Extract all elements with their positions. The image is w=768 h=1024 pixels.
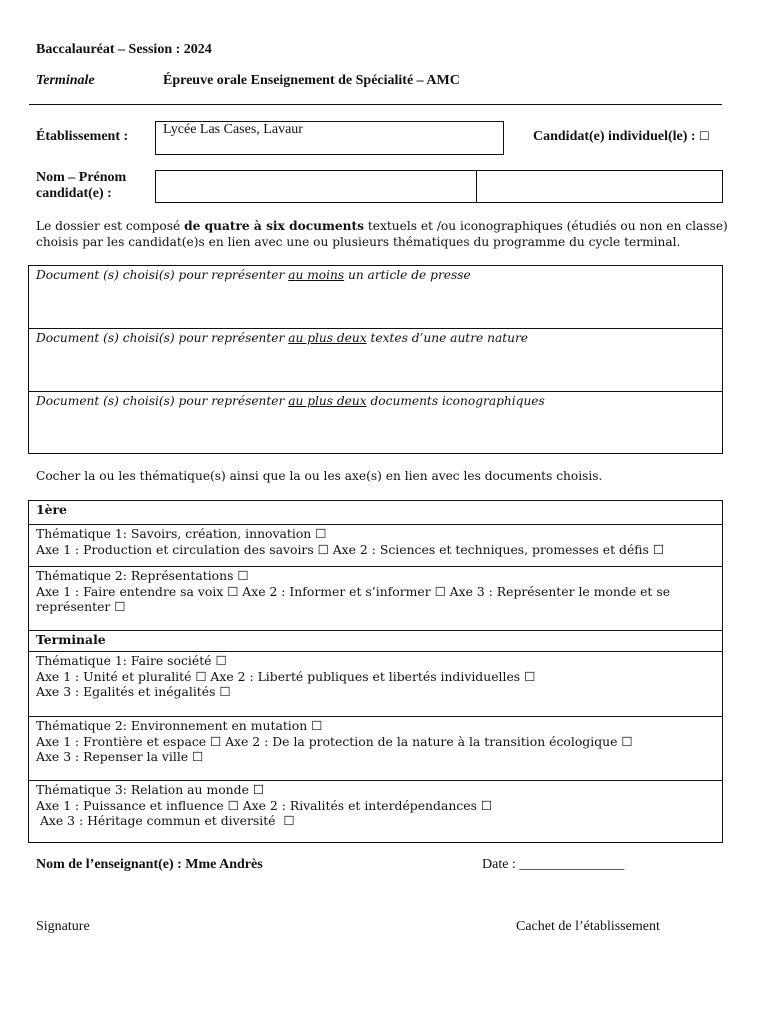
- thematique-title[interactable]: Thématique 1: Savoirs, création, innovation ☐: [36, 526, 327, 541]
- nom-prenom-label: [36, 170, 126, 202]
- terminale-thematique-3[interactable]: [29, 780, 722, 842]
- axes-line[interactable]: Axe 3 : Repenser la ville ☐: [36, 749, 204, 765]
- teacher-name: Nom de l’enseignant(e) : Mme Andrès: [36, 857, 263, 872]
- documents-table: [28, 265, 723, 454]
- session-title: Baccalauréat – Session : 2024: [36, 42, 212, 57]
- date-field[interactable]: Date : _______________: [482, 857, 625, 872]
- premiere-thematique-2[interactable]: [29, 566, 722, 630]
- candidat-individuel-checkbox[interactable]: ☐: [699, 129, 710, 143]
- terminale-thematique-1[interactable]: [29, 651, 722, 716]
- document-suffix: documents iconographiques: [366, 394, 545, 408]
- nom-label-line1: Nom – Prénom: [36, 170, 127, 185]
- etablissement-field[interactable]: Lycée Las Cases, Lavaur: [155, 121, 504, 155]
- document-suffix: un article de presse: [344, 268, 471, 282]
- axes-line[interactable]: Axe 1 : Unité et pluralité ☐ Axe 2 : Liberté publiques et libertés individuelles ☐: [36, 668, 536, 684]
- thematique-title[interactable]: Thématique 3: Relation au monde ☐: [36, 782, 264, 797]
- premiere-header: 1ère: [36, 502, 67, 517]
- document-row-iconographiques[interactable]: [29, 391, 722, 453]
- document-row-presse[interactable]: [29, 266, 722, 329]
- nom-label-line2: candidat(e) :: [36, 186, 112, 201]
- document-emphasis: au plus deux: [288, 394, 367, 408]
- intro-text-1: Le dossier est composé: [36, 219, 185, 233]
- axes-line[interactable]: Axe 1 : Faire entendre sa voix ☐ Axe 2 : Informer et s’informer ☐ Axe 3 : Représenter le monde et se: [36, 583, 671, 599]
- candidat-individuel[interactable]: [533, 129, 710, 145]
- themes-table: [28, 500, 723, 843]
- axes-line[interactable]: Axe 3 : Héritage commun et diversité ☐: [36, 813, 295, 829]
- document-suffix: textes d’une autre nature: [366, 331, 529, 345]
- candidat-individuel-label: Candidat(e) individuel(le) :: [533, 129, 696, 144]
- level-label: Terminale: [36, 73, 95, 88]
- instruction-text: Cocher la ou les thématique(s) ainsi que la ou les axe(s) en lien avec les documents choisis.: [36, 469, 603, 483]
- intro-bold: de quatre à six documents: [184, 219, 364, 233]
- terminale-thematique-2[interactable]: [29, 716, 722, 780]
- nom-field[interactable]: [155, 170, 477, 203]
- thematique-title[interactable]: Thématique 2: Environnement en mutation ☐: [36, 718, 323, 733]
- thematique-title[interactable]: Thématique 2: Représentations ☐: [36, 568, 249, 583]
- document-row-textes[interactable]: [29, 328, 722, 391]
- intro-line-2: choisis par les candidat(e)s en lien avec une ou plusieurs thématiques du programme du cycle terminal.: [36, 235, 681, 249]
- axes-line[interactable]: Axe 3 : Egalités et inégalités ☐: [36, 684, 231, 700]
- exam-title: Épreuve orale Enseignement de Spécialité – AMC: [163, 73, 460, 88]
- terminale-header: Terminale: [29, 630, 722, 651]
- thematique-title[interactable]: Thématique 1: Faire société ☐: [36, 653, 227, 668]
- document-emphasis: au moins: [288, 268, 345, 282]
- document-prefix: Document (s) choisi(s) pour représenter: [36, 394, 289, 408]
- axes-line[interactable]: Axe 1 : Frontière et espace ☐ Axe 2 : De la protection de la nature à la transition écologique ☐: [36, 733, 633, 749]
- cachet-label: Cachet de l’établissement: [516, 919, 660, 934]
- premiere-thematique-1[interactable]: [29, 524, 722, 566]
- prenom-field[interactable]: [476, 170, 723, 203]
- document-prefix: Document (s) choisi(s) pour représenter: [36, 331, 289, 345]
- intro-paragraph: [36, 218, 736, 250]
- axes-line[interactable]: Axe 1 : Production et circulation des savoirs ☐ Axe 2 : Sciences et techniques, promesses et défis ☐: [36, 541, 664, 557]
- document-emphasis: au plus deux: [288, 331, 367, 345]
- intro-text-2: textuels et /ou iconographiques (étudiés ou non en classe): [364, 219, 728, 233]
- document-prefix: Document (s) choisi(s) pour représenter: [36, 268, 289, 282]
- signature-label: Signature: [36, 919, 90, 934]
- axes-line[interactable]: Axe 1 : Puissance et influence ☐ Axe 2 : Rivalités et interdépendances ☐: [36, 797, 492, 813]
- header-divider: [29, 104, 722, 105]
- axes-line[interactable]: représenter ☐: [36, 599, 126, 615]
- etablissement-label: Établissement :: [36, 129, 129, 144]
